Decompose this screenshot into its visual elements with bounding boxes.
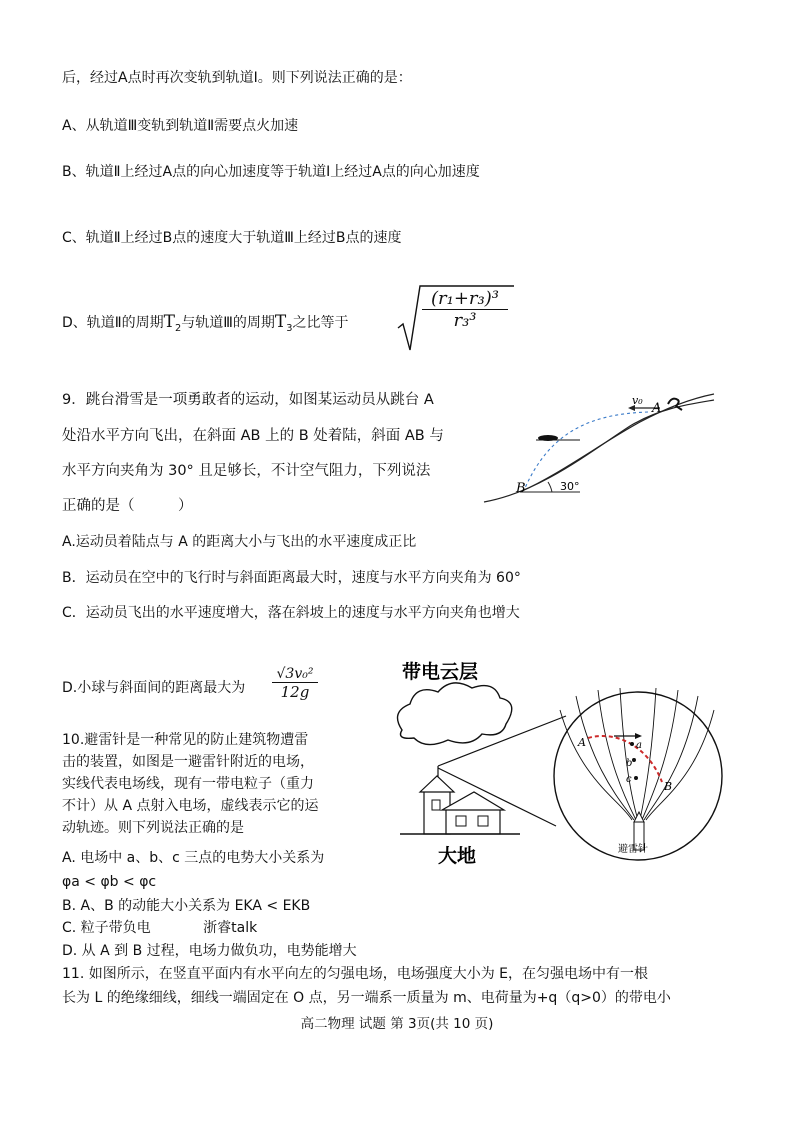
q9-stem-line4: 正确的是（ ）: [62, 498, 193, 514]
rod-label: 避雷针: [618, 844, 648, 855]
label-point-a: A: [578, 736, 586, 749]
q10-stem-line4: 不计）从 A 点射入电场，虚线表示它的运: [62, 798, 319, 814]
q9-stem-line2: 处沿水平方向飞出，在斜面 AB 上的 B 处着陆，斜面 AB 与: [62, 428, 444, 444]
q10-option-b: B. A、B 的动能大小关系为 EKA < EKB: [62, 898, 311, 914]
fig-label-a: A: [652, 401, 662, 416]
q9-stem-line3: 水平方向夹角为 30° 且足够长，不计空气阻力，下列说法: [62, 463, 431, 479]
label-a-small: a: [636, 740, 642, 751]
q8-d-t2: T: [163, 312, 176, 332]
q8-option-b: B、轨道Ⅱ上经过A点的向心加速度等于轨道Ⅰ上经过A点的向心加速度: [62, 164, 480, 180]
q9-option-d: D.小球与斜面间的距离最大为: [62, 680, 246, 696]
q10-stem-line2: 击的装置，如图是一避雷针附近的电场，: [62, 754, 314, 770]
q9-option-c: C．运动员飞出的水平速度增大，落在斜坡上的速度与水平方向夹角也增大: [62, 605, 520, 621]
q10-option-c: [62, 918, 257, 938]
q8-d-numerator: (r₁+r₃)³: [431, 288, 499, 309]
q9-d-numerator: √3v₀²: [276, 666, 314, 682]
watermark-text: 浙睿talk: [203, 920, 258, 936]
q9-d-denominator: 12g: [280, 683, 310, 701]
q8-d-t3-sub: 3: [286, 322, 293, 334]
angle-arc: [548, 482, 552, 492]
cloud-icon: [398, 683, 512, 745]
page-footer: 高二物理 试题 第 3页(共 10 页): [300, 1016, 494, 1032]
q10-stem-line5: 动轨迹。则下列说法正确的是: [62, 820, 244, 836]
q8-d-fraction: [422, 288, 508, 331]
ground-label: 大地: [438, 845, 477, 867]
q8-option-a: A、从轨道Ⅲ变轨到轨道Ⅱ需要点火加速: [62, 118, 299, 134]
q8-d-suffix: 之比等于: [292, 315, 349, 331]
zoom-line-top: [438, 716, 566, 766]
q10-option-c-text: C. 粒子带负电: [62, 920, 151, 936]
q10-option-a-line1: A. 电场中 a、b、c 三点的电势大小关系为: [62, 850, 325, 866]
q10-option-a-line2: φa < φb < φc: [62, 874, 157, 890]
q8-d-mid: 与轨道Ⅲ的周期: [181, 315, 275, 331]
q8-option-c: C、轨道Ⅱ上经过B点的速度大于轨道Ⅲ上经过B点的速度: [62, 230, 402, 246]
window-icon: [432, 800, 440, 810]
q10-stem-line1: 10.避雷针是一种常见的防止建筑物遭雷: [62, 732, 309, 748]
lightning-rod-figure: [380, 650, 730, 870]
q8-d-denominator: r₃³: [453, 310, 477, 331]
q11-stem-line1: 11. 如图所示，在竖直平面内有水平向左的匀强电场，电场强度大小为 E，在匀强电场中有一根: [62, 966, 649, 982]
house-roof-icon: [442, 792, 504, 810]
q8-d-sqrt-formula: [396, 284, 516, 354]
q11-stem-line2: 长为 L 的绝缘细线，细线一端固定在 O 点，另一端系一质量为 m、电荷量为+q（q>0）的带电小: [62, 990, 671, 1006]
house-icon: [446, 808, 500, 834]
q10-stem-line3: 实线代表电场线，现有一带电粒子（重力: [62, 776, 314, 792]
trajectory-dashed: [525, 412, 648, 488]
q8-d-t2-sub: 2: [175, 322, 182, 334]
q8-option-d: [62, 312, 348, 339]
label-b-small: b: [626, 758, 633, 769]
point-c-small: [634, 776, 638, 780]
label-point-b: B: [664, 780, 673, 793]
q9-d-fraction: [272, 666, 318, 701]
tower-roof-icon: [420, 776, 454, 792]
label-c-small: c: [626, 774, 632, 785]
point-b-small: [632, 758, 636, 762]
q8-d-prefix: D、轨道Ⅱ的周期: [62, 315, 164, 331]
q8-d-t3: T: [274, 312, 287, 332]
q10-option-d: D. 从 A 到 B 过程，电场力做负功，电势能增大: [62, 943, 357, 959]
slope-line-upper: [520, 394, 714, 492]
q9-option-b: B．运动员在空中的飞行时与斜面距离最大时，速度与水平方向夹角为 60°: [62, 570, 521, 586]
window-icon: [478, 816, 488, 826]
window-icon: [456, 816, 466, 826]
ski-jump-figure: [480, 392, 720, 504]
q9-stem-line1: 9．跳台滑雪是一项勇敢者的运动，如图某运动员从跳台 A: [62, 392, 434, 408]
fig-label-angle: 30°: [560, 480, 580, 493]
cloud-label: 带电云层: [402, 661, 479, 683]
fig-label-v0: v₀: [632, 394, 643, 407]
fig-label-b: B: [516, 481, 526, 496]
q9-option-a: A.运动员着陆点与 A 的距离大小与飞出的水平速度成正比: [62, 534, 417, 550]
intro-line: 后，经过A点时再次变轨到轨道Ⅰ。则下列说法正确的是：: [62, 70, 412, 86]
point-a-small: [630, 742, 634, 746]
